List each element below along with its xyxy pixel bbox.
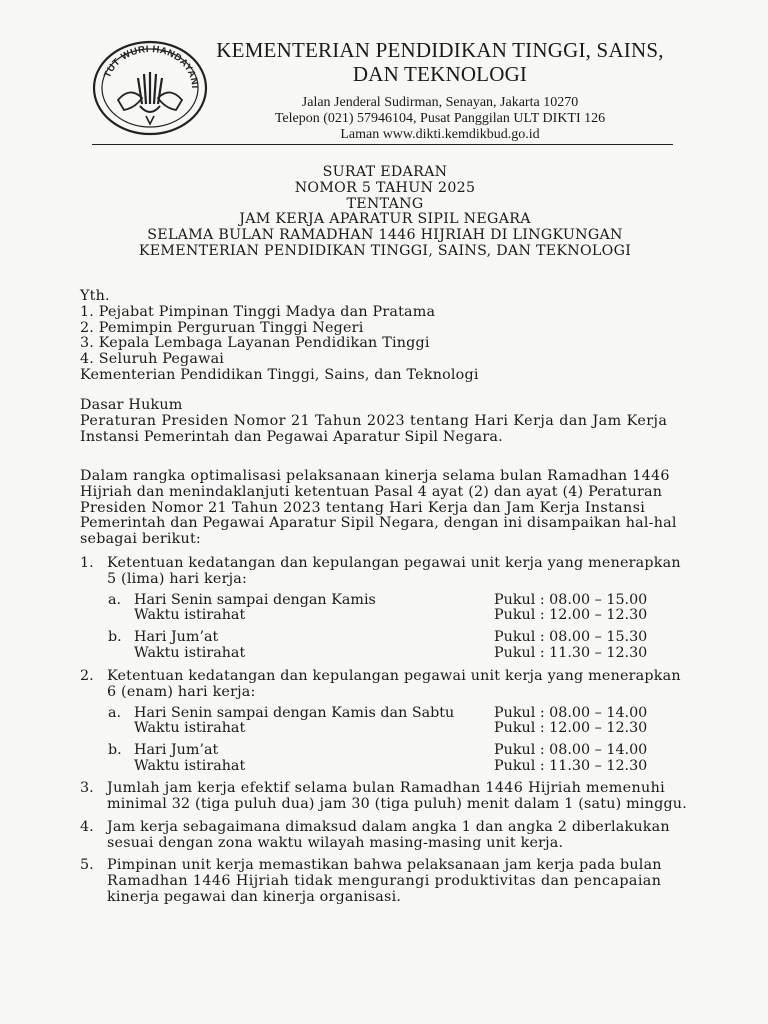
letterhead-divider (92, 144, 673, 145)
schedule-time: Pukul : 08.00 – 14.00 (494, 742, 648, 758)
addressee-item: 4. Seluruh Pegawai (80, 351, 225, 368)
intro-line: Dalam rangka optimalisasi pelaksanaan kinerja selama bulan Ramadhan 1446 (80, 468, 670, 484)
point-5-text (107, 858, 687, 905)
sub-letter: b. (108, 742, 122, 758)
schedule-time: Pukul : 08.00 – 15.00 (494, 592, 648, 608)
legal-basis-line: Instansi Pemerintah dan Pegawai Aparatur Sipil Negara. (80, 428, 503, 445)
schedule-day: Hari Jum’at (134, 742, 219, 758)
circular-title (80, 165, 690, 260)
title-line-3: TENTANG (346, 195, 424, 212)
point-line: minimal 32 (tiga puluh dua) jam 30 (tiga puluh) menit dalam 1 (satu) minggu. (107, 795, 687, 812)
rest-label: Waktu istirahat (134, 645, 246, 661)
point-line: 5 (lima) hari kerja: (107, 570, 247, 587)
title-line-6: KEMENTERIAN PENDIDIKAN TINGGI, SAINS, DAN TEKNOLOGI (138, 242, 632, 259)
point-number: 5. (80, 857, 94, 873)
rest-label: Waktu istirahat (134, 720, 246, 736)
addressee-block (80, 289, 680, 384)
point-number: 2. (80, 668, 94, 684)
title-line-5: SELAMA BULAN RAMADHAN 1446 HIJRIAH DI LINGKUNGAN (147, 227, 623, 244)
schedule-time: Pukul : 08.00 – 15.30 (494, 629, 648, 645)
legal-basis-line: Peraturan Presiden Nomor 21 Tahun 2023 tentang Hari Kerja dan Jam Kerja (80, 412, 668, 429)
intro-line: Pemerintah dan Pegawai Aparatur Sipil Negara, dengan ini disampaikan hal-hal (80, 515, 677, 532)
ministry-name (210, 38, 670, 86)
addressee-item: 1. Pejabat Pimpinan Tinggi Madya dan Pratama (80, 303, 436, 320)
address-line-1: Jalan Jenderal Sudirman, Senayan, Jakarta 10270 (301, 95, 579, 110)
schedule-time: Pukul : 08.00 – 14.00 (494, 705, 648, 721)
address-line-3: Laman www.dikti.kemdikbud.go.id (340, 127, 540, 142)
point-line: Jumlah jam kerja efektif selama bulan Ramadhan 1446 Hijriah memenuhi (107, 780, 666, 796)
intro-line: sebagai berikut: (80, 531, 201, 548)
ministry-line-1: KEMENTERIAN PENDIDIKAN TINGGI, SAINS, (216, 38, 664, 62)
point-line: Jam kerja sebagaimana dimaksud dalam angka 1 dan angka 2 diberlakukan (107, 819, 670, 835)
addressee-item: 2. Pemimpin Perguruan Tinggi Negeri (80, 319, 364, 336)
address-line-2: Telepon (021) 57946104, Pusat Panggilan ULT DIKTI 126 (274, 111, 606, 126)
point-line: Ramadhan 1446 Hijriah tidak mengurangi produktivitas dan pencapaian (107, 872, 662, 889)
svg-text:TUT WURI HANDAYANI: TUT WURI HANDAYANI (102, 43, 201, 89)
rest-time: Pukul : 12.00 – 12.30 (494, 607, 648, 623)
sub-letter: a. (108, 592, 122, 608)
ministry-line-2: DAN TEKNOLOGI (352, 62, 528, 86)
point-number: 3. (80, 780, 94, 796)
point-line: Pimpinan unit kerja memastikan bahwa pelaksanaan jam kerja pada bulan (107, 857, 662, 873)
point-2-text (107, 669, 687, 701)
legal-basis (80, 398, 680, 445)
point-line: sesuai dengan zona waktu wilayah masing-masing unit kerja. (107, 834, 564, 851)
point-line: Ketentuan kedatangan dan kepulangan pegawai unit kerja yang menerapkan (107, 668, 681, 684)
addressee-item: 3. Kepala Lembaga Layanan Pendidikan Tinggi (80, 335, 430, 352)
rest-label: Waktu istirahat (134, 607, 246, 623)
salutation: Yth. (80, 288, 110, 304)
intro-paragraph (80, 469, 680, 548)
point-1-text (107, 556, 687, 588)
sub-letter: b. (108, 629, 122, 645)
point-3-text (107, 781, 687, 813)
point-line: 6 (enam) hari kerja: (107, 683, 256, 700)
legal-basis-heading: Dasar Hukum (80, 397, 183, 413)
rest-time: Pukul : 12.00 – 12.30 (494, 720, 648, 736)
rest-time: Pukul : 11.30 – 12.30 (494, 645, 648, 661)
rest-time: Pukul : 11.30 – 12.30 (494, 758, 648, 774)
rest-label: Waktu istirahat (134, 758, 246, 774)
intro-line: Hijriah dan menindaklanjuti ketentuan Pasal 4 ayat (2) dan ayat (4) Peraturan (80, 483, 663, 500)
title-line-2: NOMOR 5 TAHUN 2025 (294, 179, 476, 196)
schedule-day: Hari Senin sampai dengan Kamis (134, 592, 376, 608)
schedule-day: Hari Senin sampai dengan Kamis dan Sabtu (134, 705, 455, 721)
addressee-closing: Kementerian Pendidikan Tinggi, Sains, dan Teknologi (80, 366, 479, 383)
title-line-4: JAM KERJA APARATUR SIPIL NEGARA (239, 211, 531, 228)
point-number: 4. (80, 819, 94, 835)
point-line: kinerja pegawai dan kinerja organisasi. (107, 888, 402, 905)
point-line: Ketentuan kedatangan dan kepulangan pegawai unit kerja yang menerapkan (107, 555, 681, 571)
intro-line: Presiden Nomor 21 Tahun 2023 tentang Hari Kerja dan Jam Kerja Instansi (80, 499, 646, 516)
schedule-day: Hari Jum’at (134, 629, 219, 645)
point-number: 1. (80, 555, 94, 571)
point-4-text (107, 820, 687, 852)
ministry-address (210, 95, 670, 143)
title-line-1: SURAT EDARAN (322, 164, 448, 180)
tut-wuri-handayani-logo (90, 38, 210, 138)
sub-letter: a. (108, 705, 122, 721)
